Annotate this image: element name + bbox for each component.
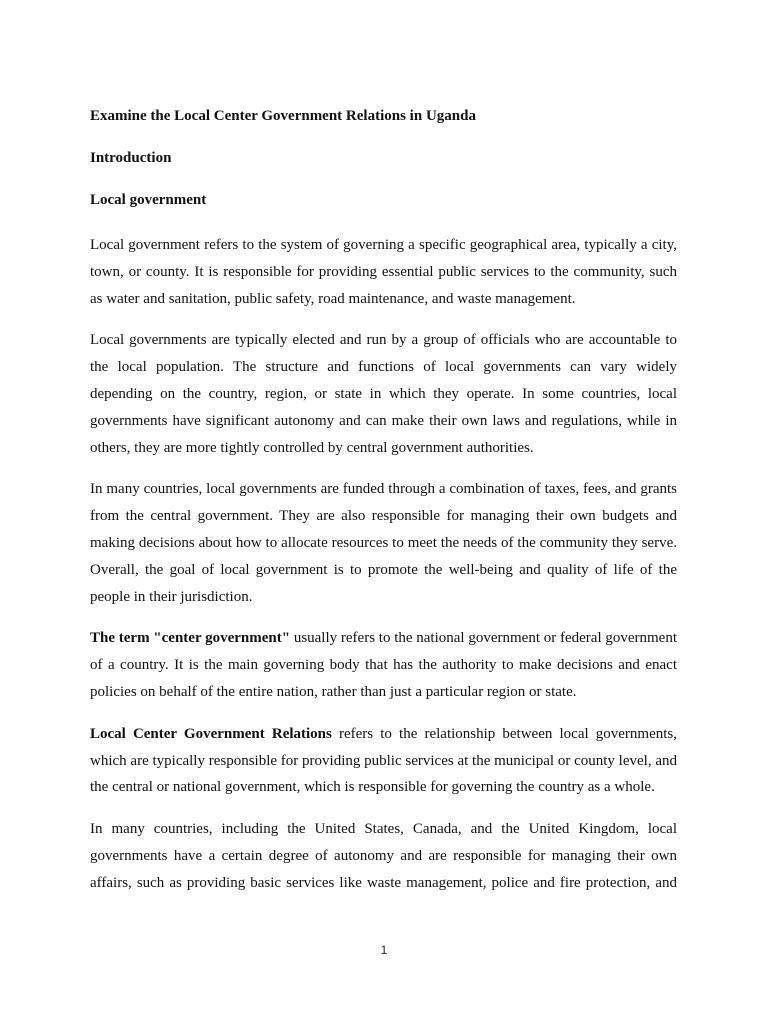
paragraph-1: Local government refers to the system of governing a specific geographical area, typically a city, town, or county. It is responsible for providing essential public services to the community, such as water and sanitation, public safety, road maintenance, and waste management. [90, 237, 677, 307]
section-heading-introduction: Introduction [90, 150, 172, 166]
paragraph-2: Local governments are typically elected and run by a group of officials who are accountable to the local population. The structure and functions of local governments can vary widely depending on the country, region, or state in which they operate. In some countries, local governments have significant autonomy and can make their own laws and regulations, while in others, they are more tightly controlled by central government authorities. [90, 332, 677, 456]
subsection-heading-local-government: Local government [90, 192, 207, 208]
paragraph-6: In many countries, including the United States, Canada, and the United Kingdom, local governments have a certain degree of autonomy and are responsible for managing their own affairs, such as providing basic services like waste management, police and fire protection, and [90, 821, 677, 891]
paragraph-4 [90, 625, 677, 705]
document-page [90, 106, 677, 912]
paragraph-4-bold-term: The term "center government" [90, 630, 291, 647]
page-number: 1 [380, 943, 388, 957]
paragraph-3: In many countries, local governments are funded through a combination of taxes, fees, and grants from the central government. They are also responsible for managing their own budgets and making decisions about how to allocate resources to meet the needs of the community they serve. Overall, the goal of local government is to promote the well-being and quality of life of the people in their jurisdiction. [90, 481, 677, 605]
document-title: Examine the Local Center Government Relations in Uganda [90, 108, 476, 124]
paragraph-5 [90, 721, 677, 801]
paragraph-4-text: usually refers to the national government or federal government of a country. It is the main governing body that has the authority to make decisions and enact policies on behalf of the entire nation, rather than just a particular region or state. [90, 630, 678, 700]
paragraph-5-bold-term: Local Center Government Relations [90, 725, 332, 742]
paragraph-5-text: refers to the relationship between local governments, which are typically responsible for providing public services at the municipal or county level, and the central or national government, which is responsible for governing the country as a whole. [90, 725, 677, 796]
